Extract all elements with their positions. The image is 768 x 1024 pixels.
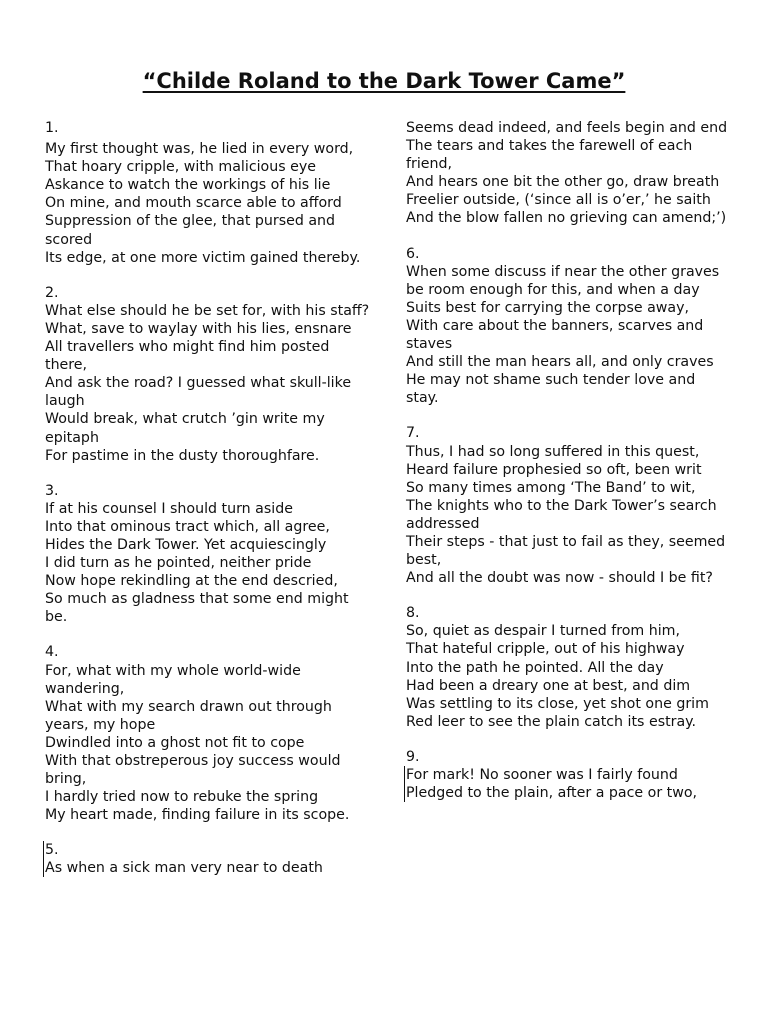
stanza-5-continued xyxy=(406,119,728,228)
document-title: “Childe Roland to the Dark Tower Came” xyxy=(142,69,626,93)
poem-line: I did turn as he pointed, neither pride xyxy=(45,555,312,572)
poem-line: Into the path he pointed. All the day xyxy=(406,659,664,676)
poem-line: Askance to watch the workings of his lie xyxy=(45,177,331,194)
poem-line: And still the man hears all, and only craves xyxy=(406,354,714,371)
stanza-number: 9. xyxy=(406,748,420,765)
stanza-number: 4. xyxy=(45,644,59,661)
poem-line: As when a sick man very near to death xyxy=(45,860,323,877)
poem-line: My heart made, finding failure in its scope. xyxy=(45,807,350,824)
stanza-2 xyxy=(45,284,370,465)
poem-line: And the blow fallen no grieving can amend;’) xyxy=(406,210,727,227)
stanza-number: 7. xyxy=(406,425,420,442)
poem-line: He may not shame such tender love and stay. xyxy=(406,372,696,407)
poem-line: All travellers who might find him posted there, xyxy=(45,339,330,374)
poem-line: On mine, and mouth scarce able to afford xyxy=(45,195,342,212)
poem-line: For, what with my whole world-wide wandering, xyxy=(45,662,301,697)
poem-line: Their steps - that just to fail as they, seemed best, xyxy=(406,533,726,569)
poem-line: So many times among ‘The Band’ to wit, xyxy=(406,479,696,496)
poem-line: So much as gladness that some end might be. xyxy=(45,591,349,626)
stanza-number: 8. xyxy=(406,605,420,622)
poem-line: The tears and takes the farewell of each friend, xyxy=(406,138,693,173)
poem-line: So, quiet as despair I turned from him, xyxy=(406,623,681,640)
poem-line: Its edge, at one more victim gained thereby. xyxy=(45,249,361,266)
poem-line: My first thought was, he lied in every word, xyxy=(45,141,354,158)
right-column xyxy=(406,119,728,819)
poem-line: If at his counsel I should turn aside xyxy=(45,500,293,517)
poem-line: Seems dead indeed, and feels begin and end xyxy=(406,120,728,136)
stanza-8 xyxy=(406,604,728,731)
stanza-number: 1. xyxy=(45,120,59,136)
poem-line: Suits best for carrying the corpse away, xyxy=(406,299,690,316)
poem-line: Had been a dreary one at best, and dim xyxy=(406,677,691,694)
poem-line: For mark! No sooner was I fairly found xyxy=(406,767,678,783)
poem-line: Now hope rekindling at the end descried, xyxy=(45,573,338,590)
poem-line: Was settling to its close, yet shot one grim xyxy=(406,695,709,712)
stanza-3 xyxy=(45,482,370,627)
stanza-number: 6. xyxy=(406,245,420,262)
poem-line: What with my search drawn out through years, my hope xyxy=(45,698,332,733)
poem-line: With care about the banners, scarves and staves xyxy=(406,317,704,353)
poem-line: That hateful cripple, out of his highway xyxy=(406,641,685,658)
stanza-number: 5. xyxy=(45,842,59,859)
poem-line: Freelier outside, (‘since all is o’er,’ he saith xyxy=(406,192,711,209)
poem-line: The knights who to the Dark Tower’s search addressed xyxy=(406,497,717,532)
poem-line: Heard failure prophesied so oft, been writ xyxy=(406,461,702,478)
poem-line: And hears one bit the other go, draw breath xyxy=(406,174,720,191)
poem-line: Hides the Dark Tower. Yet acquiescingly xyxy=(45,536,327,553)
poem-line: What else should he be set for, with his staff? xyxy=(45,302,370,319)
poem-line: For pastime in the dusty thoroughfare. xyxy=(45,447,320,464)
poem-line: What, save to waylay with his lies, ensnare xyxy=(45,320,352,337)
poem-line: And all the doubt was now - should I be fit? xyxy=(406,570,713,587)
stanza-6 xyxy=(406,245,728,408)
stanza-number: 2. xyxy=(45,284,59,301)
poem-line: When some discuss if near the other graves xyxy=(406,263,720,280)
poem-line: With that obstreperous joy success would bring, xyxy=(45,753,341,788)
poem-line: Pledged to the plain, after a pace or two, xyxy=(406,785,698,802)
poem-line: I hardly tried now to rebuke the spring xyxy=(45,789,319,806)
stanza-9 xyxy=(406,748,728,802)
stanza-4 xyxy=(45,643,370,824)
poem-line: That hoary cripple, with malicious eye xyxy=(45,159,316,176)
poem-line: And ask the road? I guessed what skull-like laugh xyxy=(45,375,352,410)
marked-lines xyxy=(406,766,728,802)
stanza-1 xyxy=(45,119,370,267)
poem-line: be room enough for this, and when a day xyxy=(406,281,700,298)
stanza-5 xyxy=(45,841,370,877)
poem-line: Would break, what crutch ’gin write my epitaph xyxy=(45,411,325,446)
poem-line: Into that ominous tract which, all agree, xyxy=(45,518,330,535)
poem-line: Dwindled into a ghost not fit to cope xyxy=(45,734,305,751)
poem-line: Thus, I had so long suffered in this quest, xyxy=(406,443,700,460)
poem-line: Suppression of the glee, that pursed and scored xyxy=(45,213,336,248)
left-column xyxy=(45,119,370,895)
stanza-number: 3. xyxy=(45,482,59,499)
stanza-7 xyxy=(406,424,728,587)
poem-line: Red leer to see the plain catch its estray. xyxy=(406,713,697,730)
